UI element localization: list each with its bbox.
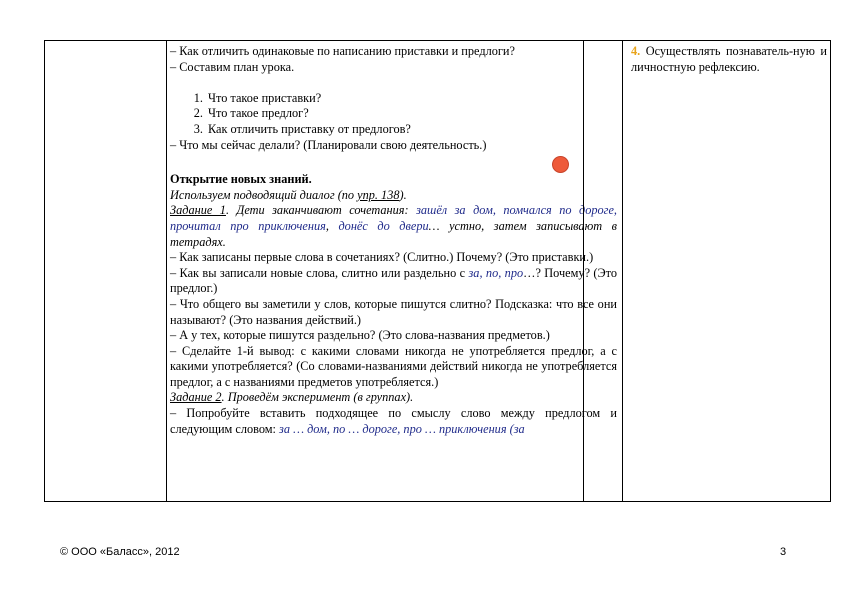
plan-intro: – Составим план урока. [170, 59, 295, 74]
plan-list [170, 91, 617, 138]
lesson-table [44, 40, 831, 502]
footer-copyright: © ООО «Баласс», 2012 [60, 546, 180, 558]
cursor-dot-icon [552, 156, 569, 173]
task-1-label: Задание 1 [170, 203, 226, 218]
plan-item: 1. Что такое приставки? [206, 91, 617, 107]
page-number: 3 [780, 546, 787, 558]
column-divider-1 [166, 41, 167, 501]
question-line: – Как вы записали новые слова, слитно или раздельно с за, по, про…? Почему? (Это предлог.) [170, 265, 618, 296]
section-heading: Открытие новых знаний. [170, 172, 312, 187]
question-line: – Как отличить одинаковые по написанию приставки и предлоги? [170, 44, 515, 58]
competence-cell [631, 44, 827, 75]
question-line: – Что общего вы заметили у слов, которые пишутся слитно? Подсказка: что все они называют? (Это названия действий.) [170, 296, 617, 327]
item-number: 4. [631, 44, 641, 58]
question-line: – Что мы сейчас делали? (Планировали свою деятельность.) [170, 137, 487, 152]
plan-item: 3. Как отличить приставку от предлогов? [206, 122, 617, 138]
question-line: – А у тех, которые пишутся раздельно? (Это слова-названия предметов.) [170, 328, 550, 343]
question-line: – Попробуйте вставить подходящее по смыслу слово между предлогом и следующим словом: за … дом, по … дороге, про … приключения (за [170, 406, 617, 436]
task-2: Задание 2. Проведём эксперимент (в группах). [170, 390, 414, 405]
lesson-content-cell [170, 44, 617, 437]
plan-item: 2. Что такое предлог? [206, 106, 617, 122]
question-line: – Как записаны первые слова в сочетаниях? (Слитно.) Почему? (Это приставки.) [170, 250, 594, 265]
dialog-line: Используем подводящий диалог (по упр. 138). [170, 187, 407, 202]
competence-text: Осуществлять познаватель-ную и личностную рефлексию. [631, 44, 827, 74]
column-divider-inner [583, 40, 585, 502]
task-2-label: Задание 2 [170, 390, 222, 405]
task-1: Задание 1. Дети заканчивают сочетания: зашёл за дом, помчался по дороге, прочитал про приключения, донёс до двери… устно, затем записывают в тетрадях. [170, 203, 618, 249]
conclusion-line: – Сделайте 1-й вывод: с какими словами никогда не употребляется предлог, а с какими употребляется? (Со словами-названиями действий никогда не употребляется предлог, а с названиями предметов употребляется.) [170, 343, 617, 389]
exercise-link[interactable]: упр. 138 [357, 187, 400, 202]
column-divider-2 [622, 41, 623, 501]
